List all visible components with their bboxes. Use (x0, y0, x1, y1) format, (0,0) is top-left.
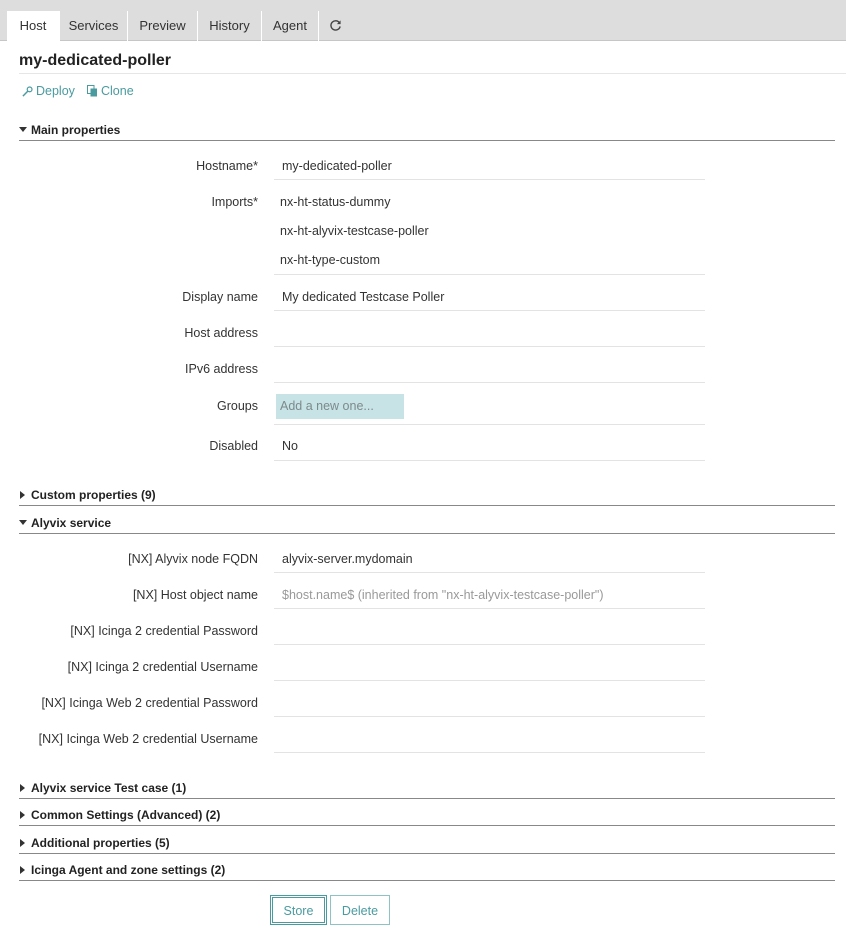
disabled-value: No (282, 439, 298, 453)
groups-add-input[interactable]: Add a new one... (276, 394, 404, 419)
icingaweb2-password-label: [NX] Icinga Web 2 credential Password (41, 696, 258, 710)
tab-services[interactable]: Services (59, 11, 127, 41)
section-custom-properties[interactable] (19, 484, 835, 506)
caret-right-icon (19, 484, 31, 506)
host-object-name-placeholder: $host.name$ (inherited from "nx-ht-alyvix-testcase-poller") (282, 588, 604, 602)
section-title: Additional properties (5) (31, 836, 170, 850)
tab-agent[interactable]: Agent (261, 11, 318, 41)
imports-field[interactable] (274, 188, 705, 275)
icinga2-username-label: [NX] Icinga 2 credential Username (67, 660, 258, 674)
wrench-icon (22, 84, 36, 98)
section-title: Main properties (31, 123, 121, 137)
node-fqdn-field[interactable] (274, 545, 705, 573)
section-additional-properties[interactable] (19, 832, 835, 854)
caret-right-icon (19, 804, 31, 826)
deploy-label: Deploy (36, 84, 75, 98)
host-address-label: Host address (184, 326, 258, 340)
tab-host[interactable]: Host (7, 11, 59, 42)
section-alyvix-test-case[interactable] (19, 777, 835, 799)
groups-label: Groups (217, 399, 258, 413)
clone-label: Clone (101, 84, 134, 98)
section-title: Alyvix service (31, 516, 112, 530)
caret-down-icon (19, 512, 31, 534)
copy-icon (87, 84, 101, 98)
section-title: Icinga Agent and zone settings (2) (31, 863, 226, 877)
imports-label: Imports* (211, 195, 258, 209)
section-main-properties[interactable] (19, 119, 835, 141)
tab-history[interactable]: History (197, 11, 261, 41)
host-address-field[interactable] (274, 319, 705, 347)
icinga2-username-field[interactable] (274, 653, 705, 681)
icinga2-password-field[interactable] (274, 617, 705, 645)
node-fqdn-label: [NX] Alyvix node FQDN (128, 552, 258, 566)
section-title: Common Settings (Advanced) (2) (31, 808, 221, 822)
display-name-label: Display name (182, 290, 258, 304)
deploy-link[interactable] (22, 83, 75, 99)
caret-right-icon (19, 777, 31, 799)
import-item[interactable]: nx-ht-type-custom (280, 253, 381, 267)
section-title: Alyvix service Test case (1) (31, 781, 187, 795)
reload-icon[interactable] (329, 19, 343, 33)
delete-button[interactable]: Delete (330, 895, 390, 925)
import-item[interactable]: nx-ht-status-dummy (280, 195, 391, 209)
icingaweb2-username-field[interactable] (274, 725, 705, 753)
clone-link[interactable] (87, 83, 134, 99)
icingaweb2-password-field[interactable] (274, 689, 705, 717)
groups-field (274, 392, 705, 425)
page-title: my-dedicated-poller (19, 52, 172, 69)
section-common-settings[interactable] (19, 804, 835, 826)
ipv6-address-label: IPv6 address (185, 362, 258, 376)
hostname-label: Hostname* (196, 159, 258, 173)
hostname-field[interactable] (274, 152, 705, 180)
disabled-select[interactable] (274, 432, 705, 461)
caret-right-icon (19, 859, 31, 881)
caret-right-icon (19, 832, 31, 854)
display-name-value: My dedicated Testcase Poller (282, 290, 445, 304)
host-object-name-label: [NX] Host object name (132, 588, 258, 602)
display-name-field[interactable] (274, 283, 705, 311)
ipv6-address-field[interactable] (274, 355, 705, 383)
store-button[interactable]: Store (270, 895, 327, 925)
host-object-name-field[interactable] (274, 581, 705, 609)
node-fqdn-value: alyvix-server.mydomain (282, 552, 413, 566)
tab-bar (0, 0, 846, 41)
import-item[interactable]: nx-ht-alyvix-testcase-poller (280, 224, 429, 238)
disabled-label: Disabled (209, 439, 258, 453)
section-title: Custom properties (9) (31, 488, 156, 502)
tab-preview[interactable]: Preview (127, 11, 197, 41)
divider (19, 73, 846, 74)
caret-down-icon (19, 119, 31, 141)
icinga2-password-label: [NX] Icinga 2 credential Password (70, 624, 258, 638)
section-alyvix-service[interactable] (19, 512, 835, 534)
section-agent-zone[interactable] (19, 859, 835, 881)
tab-separator (318, 11, 319, 41)
hostname-value: my-dedicated-poller (282, 159, 392, 173)
icingaweb2-username-label: [NX] Icinga Web 2 credential Username (38, 732, 258, 746)
